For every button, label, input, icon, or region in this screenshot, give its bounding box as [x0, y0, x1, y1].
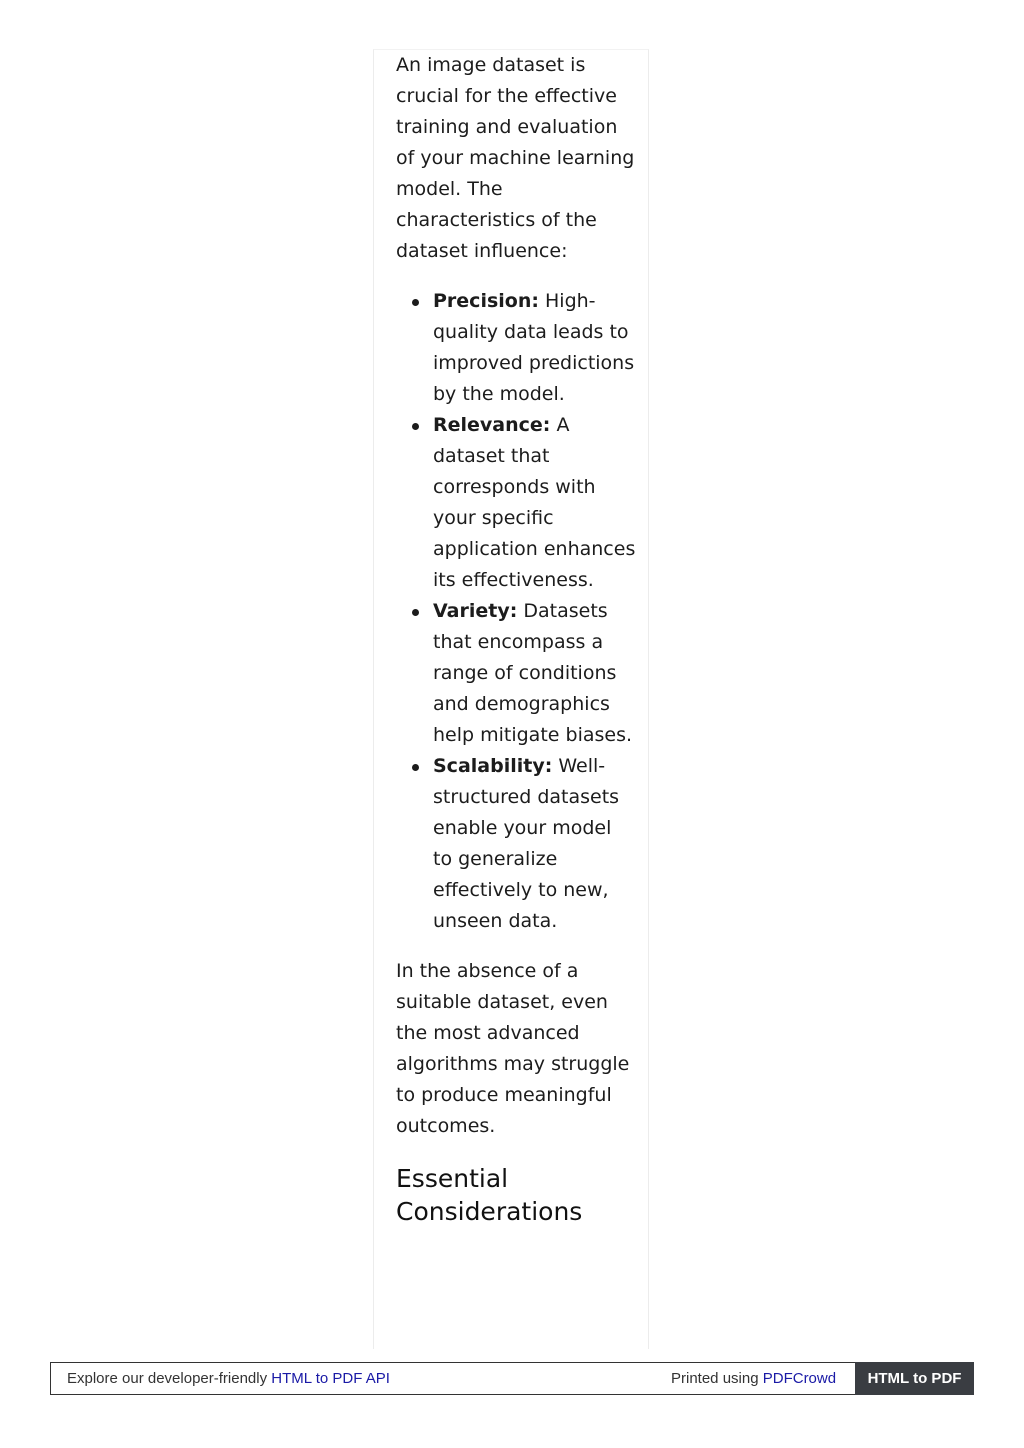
- footer-explore: [67, 1370, 390, 1387]
- pdfcrowd-footer: [50, 1362, 974, 1395]
- feature-text: Well-structured datasets enable your model to generalize effectively to new, unseen data.: [433, 755, 620, 932]
- list-item: [433, 286, 636, 410]
- list-item: [433, 596, 636, 751]
- footer-printed: [671, 1370, 836, 1387]
- pdfcrowd-link[interactable]: PDFCrowd: [762, 1370, 837, 1387]
- intro-paragraph: An image dataset is crucial for the effective training and evaluation of your machine learning model. The characteristics of the dataset influence:: [396, 54, 635, 262]
- feature-term: Relevance:: [433, 414, 551, 436]
- footer-explore-text: Explore our developer-friendly: [67, 1370, 272, 1387]
- feature-text: A dataset that corresponds with your specific application enhances its effectiveness.: [433, 414, 636, 591]
- list-item: [433, 751, 636, 937]
- list-item: [433, 410, 636, 596]
- article-content: [396, 50, 636, 1228]
- feature-text: Datasets that encompass a range of conditions and demographics help mitigate biases.: [433, 600, 633, 746]
- footer-printed-text: Printed using: [671, 1370, 763, 1387]
- article-column: [373, 49, 649, 1349]
- section-heading: Essential Considerations: [396, 1164, 583, 1226]
- conclusion-paragraph: In the absence of a suitable dataset, even the most advanced algorithms may struggle to produce meaningful outcomes.: [396, 960, 630, 1137]
- feature-term: Variety:: [433, 600, 518, 622]
- feature-term: Scalability:: [433, 755, 553, 777]
- feature-text: High-quality data leads to improved predictions by the model.: [433, 290, 635, 405]
- feature-list: [396, 286, 636, 937]
- html-to-pdf-badge[interactable]: HTML to PDF: [855, 1362, 974, 1395]
- feature-term: Precision:: [433, 290, 539, 312]
- html-to-pdf-api-link[interactable]: HTML to PDF API: [271, 1370, 390, 1387]
